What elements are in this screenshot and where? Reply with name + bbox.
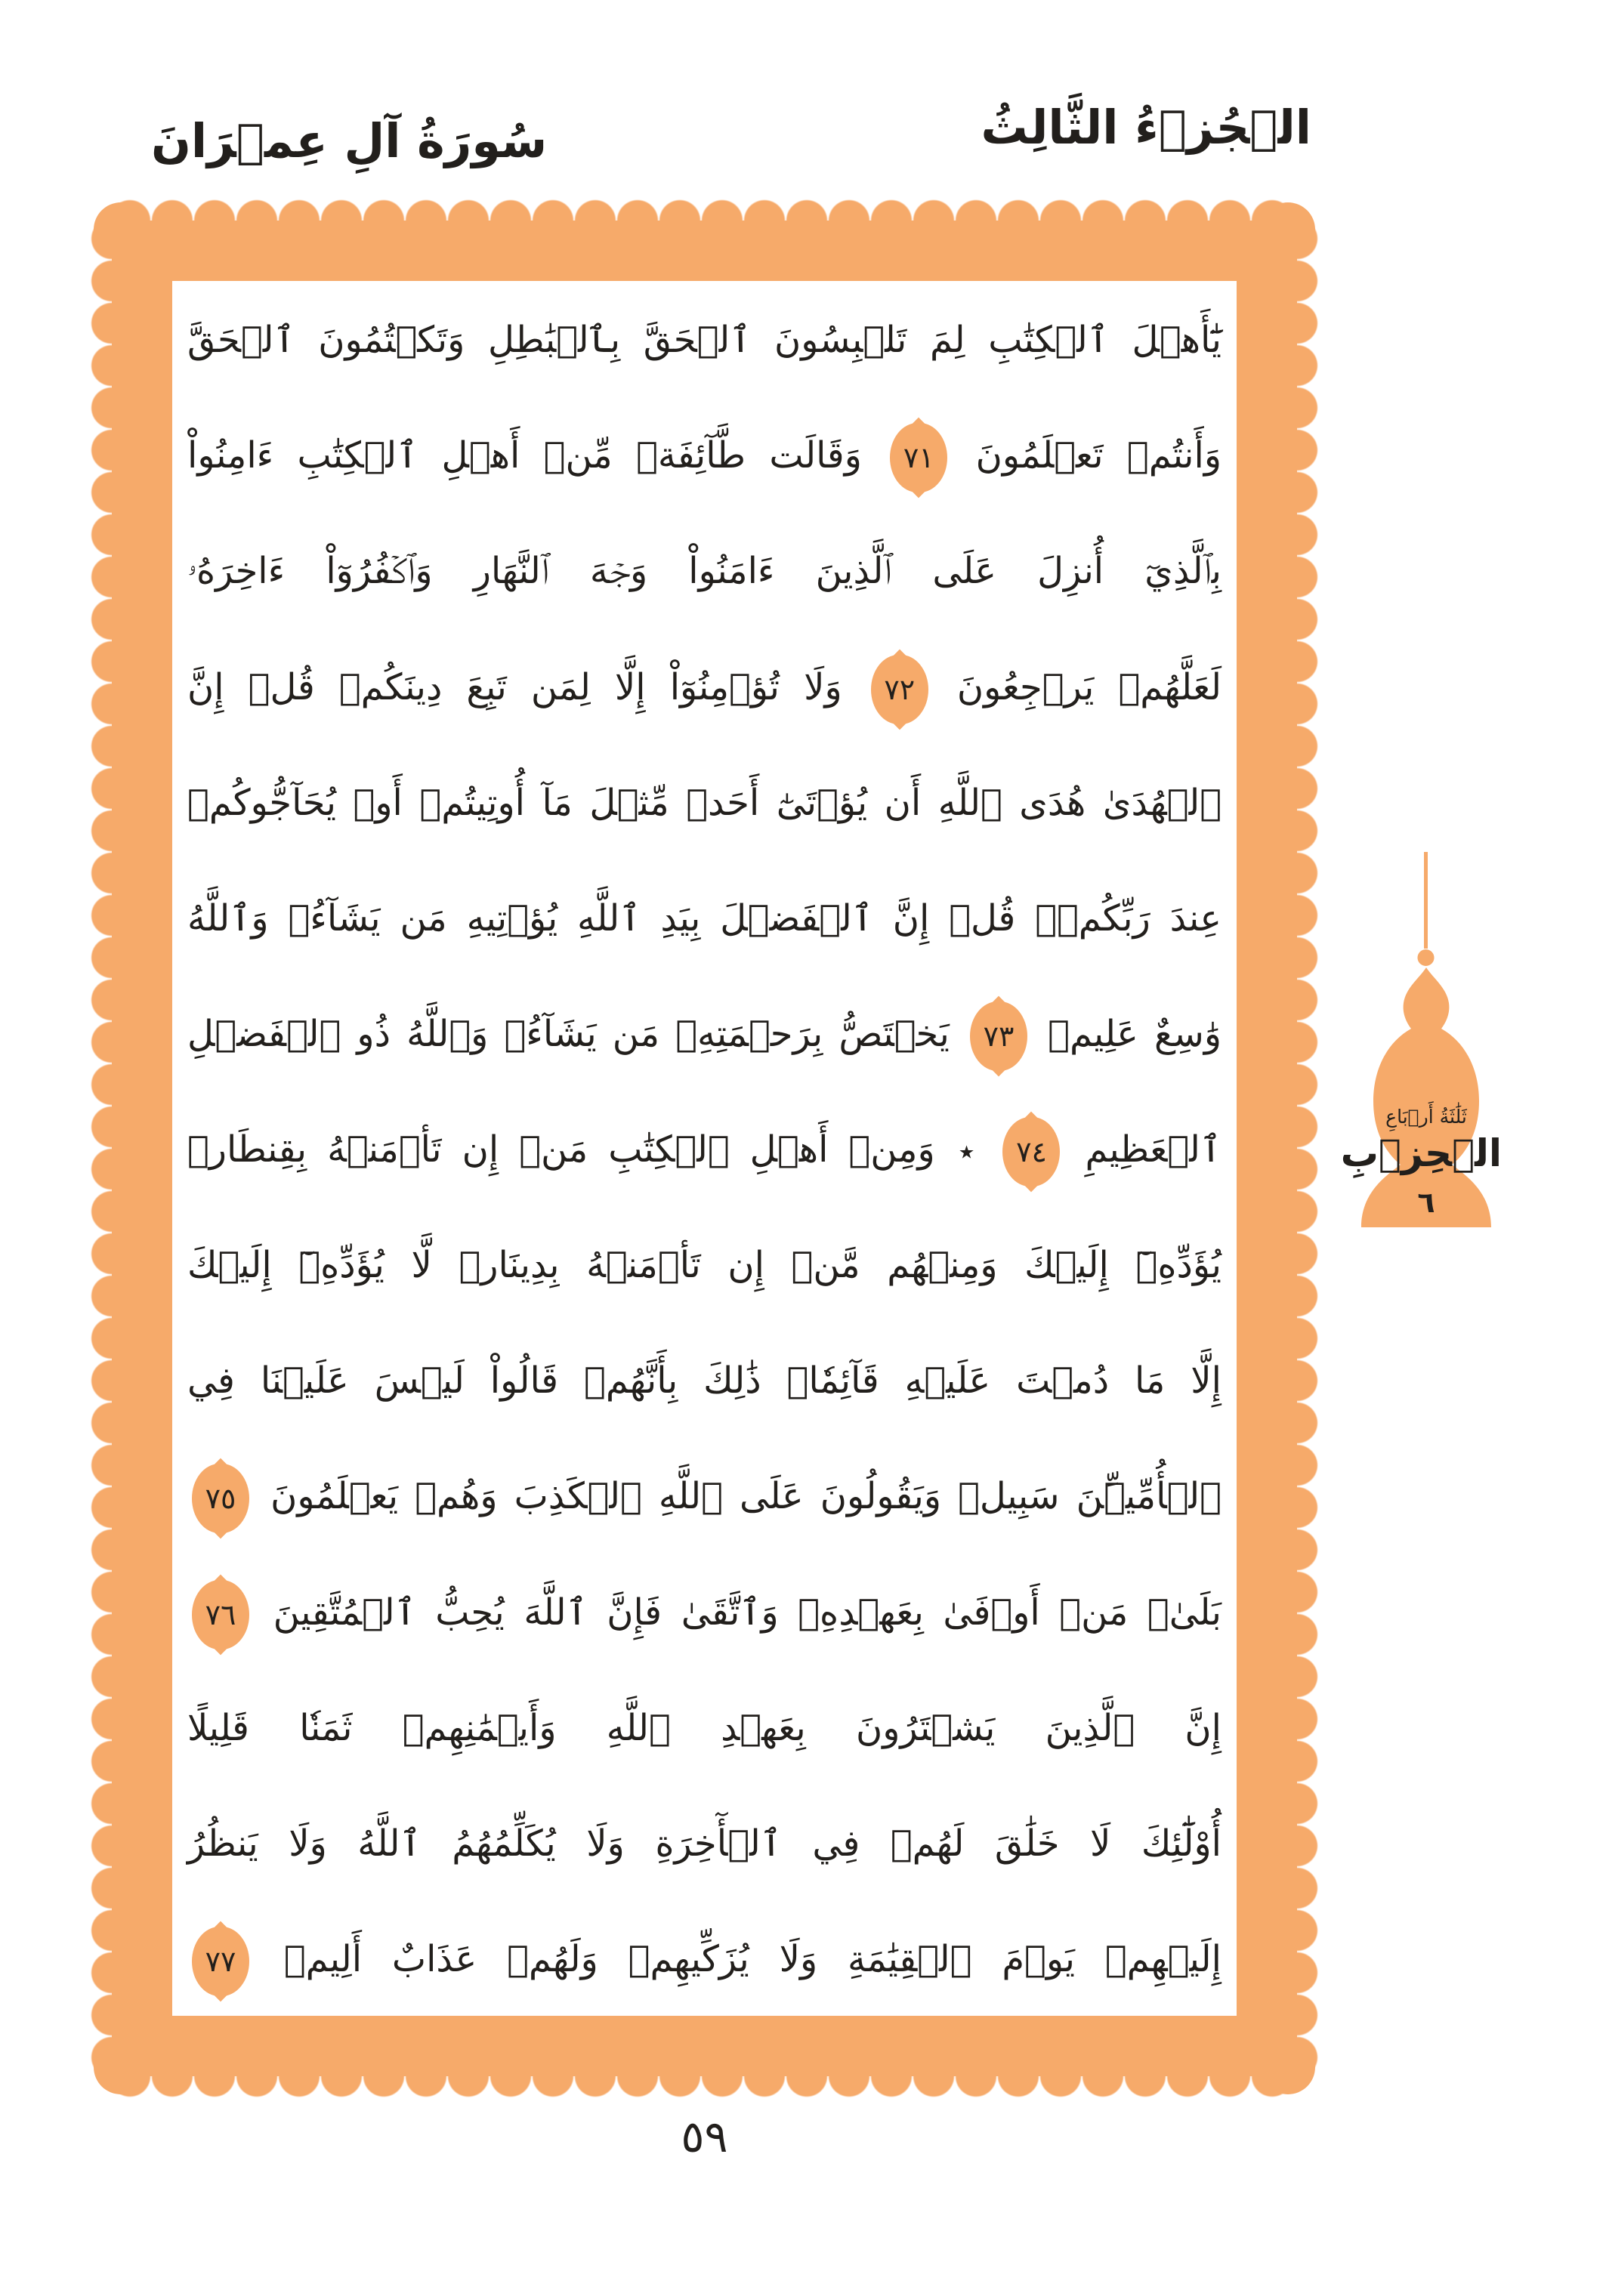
quran-line — [187, 746, 1221, 859]
verse-text: وَمِنۡ أَهۡلِ ٱلۡكِتَٰبِ مَنۡ إِن تَأۡمَنۡهُ بِقِنطَارٖ — [187, 1128, 935, 1171]
verse-text: إِلَّا مَا دُمۡتَ عَلَيۡهِ قَآئِمٗاۗ ذَٰلِكَ بِأَنَّهُمۡ قَالُواْ لَيۡسَ عَلَيۡنَا فِي — [187, 1359, 1221, 1403]
frame-scallop-right-edge — [1297, 218, 1318, 2079]
verse-number: ٧٥ — [205, 1482, 236, 1516]
quran-line — [187, 1093, 1221, 1206]
quran-line — [187, 631, 1221, 744]
verse-number-medallion — [890, 423, 947, 492]
frame-scallop-bottom-edge — [109, 2076, 1300, 2097]
verse-number-medallion — [970, 1001, 1027, 1071]
verse-number: ٧٢ — [884, 672, 916, 706]
verse-text: عِندَ رَبِّكُمۡۗ قُلۡ إِنَّ ٱلۡفَضۡلَ بِيَدِ ٱللَّهِ يُؤۡتِيهِ مَن يَشَآءُۗ وَٱللَّهُ — [187, 896, 1221, 940]
verse-text: إِلَيۡهِمۡ يَوۡمَ ٱلۡقِيَٰمَةِ وَلَا يُزَكِّيهِمۡ وَلَهُمۡ عَذَابٌ أَلِيمٞ — [283, 1937, 1221, 1980]
verse-number: ٧٣ — [983, 1019, 1015, 1053]
hizb-marker — [1340, 852, 1502, 1230]
verse-number-medallion — [192, 1927, 249, 1996]
hizb-fraction-label: ثَلَٰثَةُ أَرۡبَاعِ — [1385, 1106, 1467, 1128]
hizb-label: الۡحِزۡبِ — [1340, 1131, 1502, 1175]
verse-text: ٱلۡعَظِيمِ — [1085, 1128, 1221, 1171]
verse-number-medallion — [871, 655, 928, 724]
quran-line — [187, 1671, 1221, 1785]
hizb-number: ٦ — [1417, 1186, 1435, 1219]
verse-number: ٧٧ — [205, 1944, 236, 1978]
verse-text: ٱلۡأُمِّيِّۧنَ سَبِيلٞ وَيَقُولُونَ عَلَى ٱللَّهِ ٱلۡكَذِبَ وَهُمۡ يَعۡلَمُونَ — [270, 1475, 1221, 1518]
verse-number-medallion — [192, 1580, 249, 1649]
verse-text: بِٱلَّذِيٓ أُنزِلَ عَلَى ٱلَّذِينَ ءَامَنُواْ وَجۡهَ ٱلنَّهَارِ وَٱكۡفُرُوٓاْ ءَاخِرَهُۥ — [187, 550, 1221, 593]
verse-text: ٱلۡهُدَىٰ هُدَى ٱللَّهِ أَن يُؤۡتَىٰٓ أَحَدٞ مِّثۡلَ مَآ أُوتِيتُمۡ أَوۡ يُحَآجُّوكُمۡ — [187, 781, 1221, 824]
quran-line — [187, 862, 1221, 975]
verse-text: بَلَىٰۚ مَنۡ أَوۡفَىٰ بِعَهۡدِهِۦ وَٱتَّقَىٰ فَإِنَّ ٱللَّهَ يُحِبُّ ٱلۡمُتَّقِينَ — [273, 1591, 1221, 1634]
page-number: ٥٩ — [681, 2111, 728, 2162]
frame-scallop-left-edge — [91, 218, 112, 2079]
verse-text: وَأَنتُمۡ تَعۡلَمُونَ — [975, 434, 1222, 477]
quran-line — [187, 399, 1221, 512]
verse-text: وَٰسِعٌ عَلِيمٞ — [1048, 1012, 1222, 1055]
verse-text: لَعَلَّهُمۡ يَرۡجِعُونَ — [956, 665, 1222, 708]
quran-line — [187, 283, 1221, 397]
quran-line — [187, 1324, 1221, 1437]
surah-title: سُورَةُ آلِ عِمۡرَانَ — [151, 113, 548, 168]
verse-number: ٧١ — [903, 441, 934, 475]
verse-text: وَقَالَت طَّآئِفَةٞ مِّنۡ أَهۡلِ ٱلۡكِتَٰبِ ءَامِنُواْ — [187, 434, 862, 477]
verse-number: ٧٦ — [205, 1597, 236, 1631]
verse-text: إِنَّ ٱلَّذِينَ يَشۡتَرُونَ بِعَهۡدِ ٱللَّهِ وَأَيۡمَٰنِهِمۡ ثَمَنٗا قَلِيلًا — [187, 1706, 1221, 1749]
juz-title: الۡجُزۡءُ الثَّالِثُ — [981, 100, 1311, 155]
verse-number: ٧٤ — [1016, 1135, 1047, 1168]
verse-number-medallion — [1002, 1117, 1060, 1187]
quran-line — [187, 514, 1221, 628]
verse-text: أُوْلَٰٓئِكَ لَا خَلَٰقَ لَهُمۡ فِي ٱلۡأٓخِرَةِ وَلَا يُكَلِّمُهُمُ ٱللَّهُ وَلَا يَنظُرُ — [187, 1822, 1221, 1865]
quran-line — [187, 1208, 1221, 1322]
quran-line — [187, 1440, 1221, 1553]
quran-line — [187, 977, 1221, 1091]
verse-text: يَخۡتَصُّ بِرَحۡمَتِهِۦ مَن يَشَآءُۗ وَٱللَّهُ ذُو ٱلۡفَضۡلِ — [187, 1012, 950, 1055]
frame-scallop-top-edge — [109, 199, 1300, 221]
verse-number-medallion — [192, 1464, 249, 1533]
quran-line — [187, 1787, 1221, 1900]
verse-text: وَلَا تُؤۡمِنُوٓاْ إِلَّا لِمَن تَبِعَ دِينَكُمۡ قُلۡ إِنَّ — [187, 665, 842, 708]
quran-line — [187, 1903, 1221, 2016]
rub-el-hizb-star-icon: ٭ — [958, 1134, 975, 1169]
quran-text-area — [171, 281, 1238, 2018]
quran-line — [187, 1556, 1221, 1669]
verse-text: يُؤَدِّهِۦٓ إِلَيۡكَ وَمِنۡهُم مَّنۡ إِن تَأۡمَنۡهُ بِدِينَارٖ لَّا يُؤَدِّهِۦٓ إِلَيۡكَ — [187, 1244, 1221, 1287]
verse-text: يَٰٓأَهۡلَ ٱلۡكِتَٰبِ لِمَ تَلۡبِسُونَ ٱلۡحَقَّ بِٱلۡبَٰطِلِ وَتَكۡتُمُونَ ٱلۡحَقَّ — [187, 319, 1221, 362]
